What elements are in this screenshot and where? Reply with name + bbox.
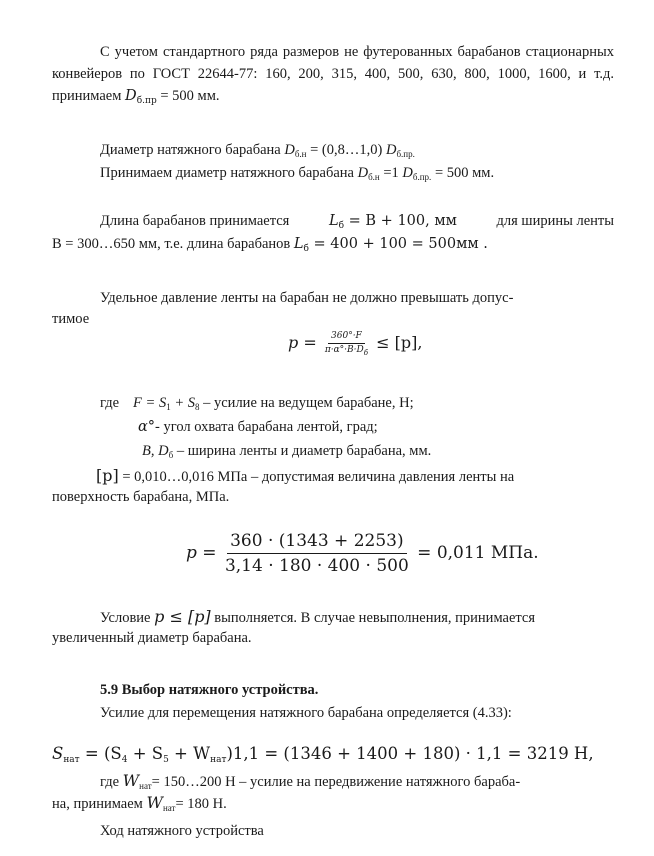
prefix: где (100, 774, 123, 790)
drum-diameter-value: = 500 мм. (156, 88, 220, 104)
pressure-line-1: Удельное давление ленты на барабан не должно превышать допус- (100, 290, 514, 306)
text: – ширина ленты и диаметр барабана, мм. (173, 443, 432, 459)
text-end: выполняется. В случае невыполнения, принимается (210, 610, 536, 626)
calc-fraction (222, 530, 412, 577)
text: Условие (100, 610, 155, 626)
wsub: нат (210, 755, 227, 765)
travel-line: Ход натяжного устройства (100, 823, 264, 839)
plus1: + S (127, 744, 164, 763)
text: Длина барабанов принимается (100, 213, 290, 229)
plus2: + W (168, 744, 211, 763)
alpha-symbol: α° (138, 419, 156, 435)
tension-force-formula (52, 743, 594, 765)
wnat-line-1 (100, 770, 614, 793)
allowed-pressure-line-2: поверхность барабана, МПа. (52, 489, 230, 505)
where-line-1 (100, 393, 414, 414)
section-intro-line: Усилие для перемещения натяжного барабана определяется (4.33): (100, 705, 512, 721)
sub: б.н (294, 149, 307, 159)
w-sub: нат (139, 781, 152, 791)
where-line-2 (138, 417, 378, 438)
wnat-line-2 (52, 792, 227, 815)
var2: D (385, 142, 397, 158)
result: )1,1 = (1346 + 1400 + 180) · 1,1 = 3219 Н, (226, 744, 594, 763)
lhs: p = (186, 543, 217, 563)
denominator: 3,14 · 180 · 400 · 500 (224, 556, 409, 576)
drum-length-calc: $L_б = 400 + 100 = 500мм$ . (293, 236, 488, 254)
text: В = 300…650 мм, т.е. длина барабанов (52, 236, 294, 252)
lhs-sub: нат (63, 755, 80, 765)
var2: D (402, 165, 413, 181)
sub2: б.пр. (396, 149, 415, 159)
drum-diameter-symbol: $D_{б.пр}$ (125, 88, 157, 106)
pressure-calculation (186, 530, 539, 577)
w-var: W (122, 771, 140, 790)
label: Диаметр натяжного барабана (100, 142, 285, 158)
drum-length-line-1 (100, 211, 614, 232)
text: на, принимаем (52, 796, 147, 812)
pressure-formula (288, 331, 422, 356)
sub2: б.пр. (412, 172, 432, 182)
eq: = (S (79, 744, 122, 763)
condition-line-1 (100, 606, 535, 629)
tail: = 180 Н. (175, 796, 227, 812)
s4: 4 (121, 755, 128, 765)
text-end: для ширины ленты (496, 213, 614, 229)
text: - угол охвата барабана лентой, град; (155, 419, 378, 435)
var: D (357, 165, 369, 181)
allowed-pressure-symbol: [p] (96, 466, 119, 485)
eq: =1 (379, 165, 403, 181)
plus: + S (170, 395, 195, 411)
lhs: p = (288, 333, 317, 352)
allowed-pressure-line-1 (96, 465, 614, 488)
tension-drum-diameter-line (100, 140, 415, 161)
condition-symbol: p ≤ [p] (154, 607, 211, 626)
s1: 1 (166, 402, 171, 412)
var: D (284, 142, 295, 158)
denominator: $\pi\cdot\alpha^\circ\cdot B\cdot D_б$ (324, 345, 369, 357)
condition-line-2: увеличенный диаметр барабана. (52, 630, 252, 646)
lhs-var: S (52, 744, 64, 763)
standard-drum-sizes-paragraph (52, 41, 614, 107)
where-line-3 (142, 441, 431, 462)
sub: б (168, 450, 174, 460)
drum-length-formula: $L_б = B + 100$, мм (328, 213, 457, 231)
rhs: ≤ [p], (376, 333, 423, 352)
s2: 8 (195, 402, 200, 412)
text: = 150…200 Н – усилие на передвижение натяжного бараба- (151, 774, 521, 790)
w-sub: нат (162, 803, 176, 813)
pressure-fraction (322, 331, 371, 356)
sub: б.н (368, 172, 380, 182)
vars: B, D (142, 443, 169, 459)
tail: = 500 мм. (431, 165, 495, 181)
s5: 5 (163, 755, 169, 765)
paragraph-text: С учетом стандартного ряда размеров не футерованных барабанов стационарных конвейеров по ГОСТ 22644-77: 160, 200, 315, 400, 500, 630, 800, 1000, 1600, и т.д. принимаем (52, 44, 614, 104)
where-prefix: где (100, 395, 120, 411)
numerator: 360°·F (328, 331, 365, 344)
text: – усилие на ведущем барабане, Н; (199, 395, 414, 411)
result: = 0,011 МПа. (411, 543, 539, 563)
text: = 0,010…0,016 МПа – допустимая величина давления ленты на (118, 469, 515, 485)
pressure-line-2: тимое (52, 311, 90, 327)
label: Принимаем диаметр натяжного барабана (100, 165, 358, 181)
section-heading: 5.9 Выбор натяжного устройства. (100, 682, 319, 698)
formula: F = S (133, 395, 167, 411)
eq: = (0,8…1,0) (306, 142, 386, 158)
w-var: W (146, 793, 163, 812)
accept-tension-drum-line (100, 163, 494, 184)
numerator: 360 · (1343 + 2253) (227, 530, 407, 554)
drum-length-line-2 (52, 234, 488, 255)
